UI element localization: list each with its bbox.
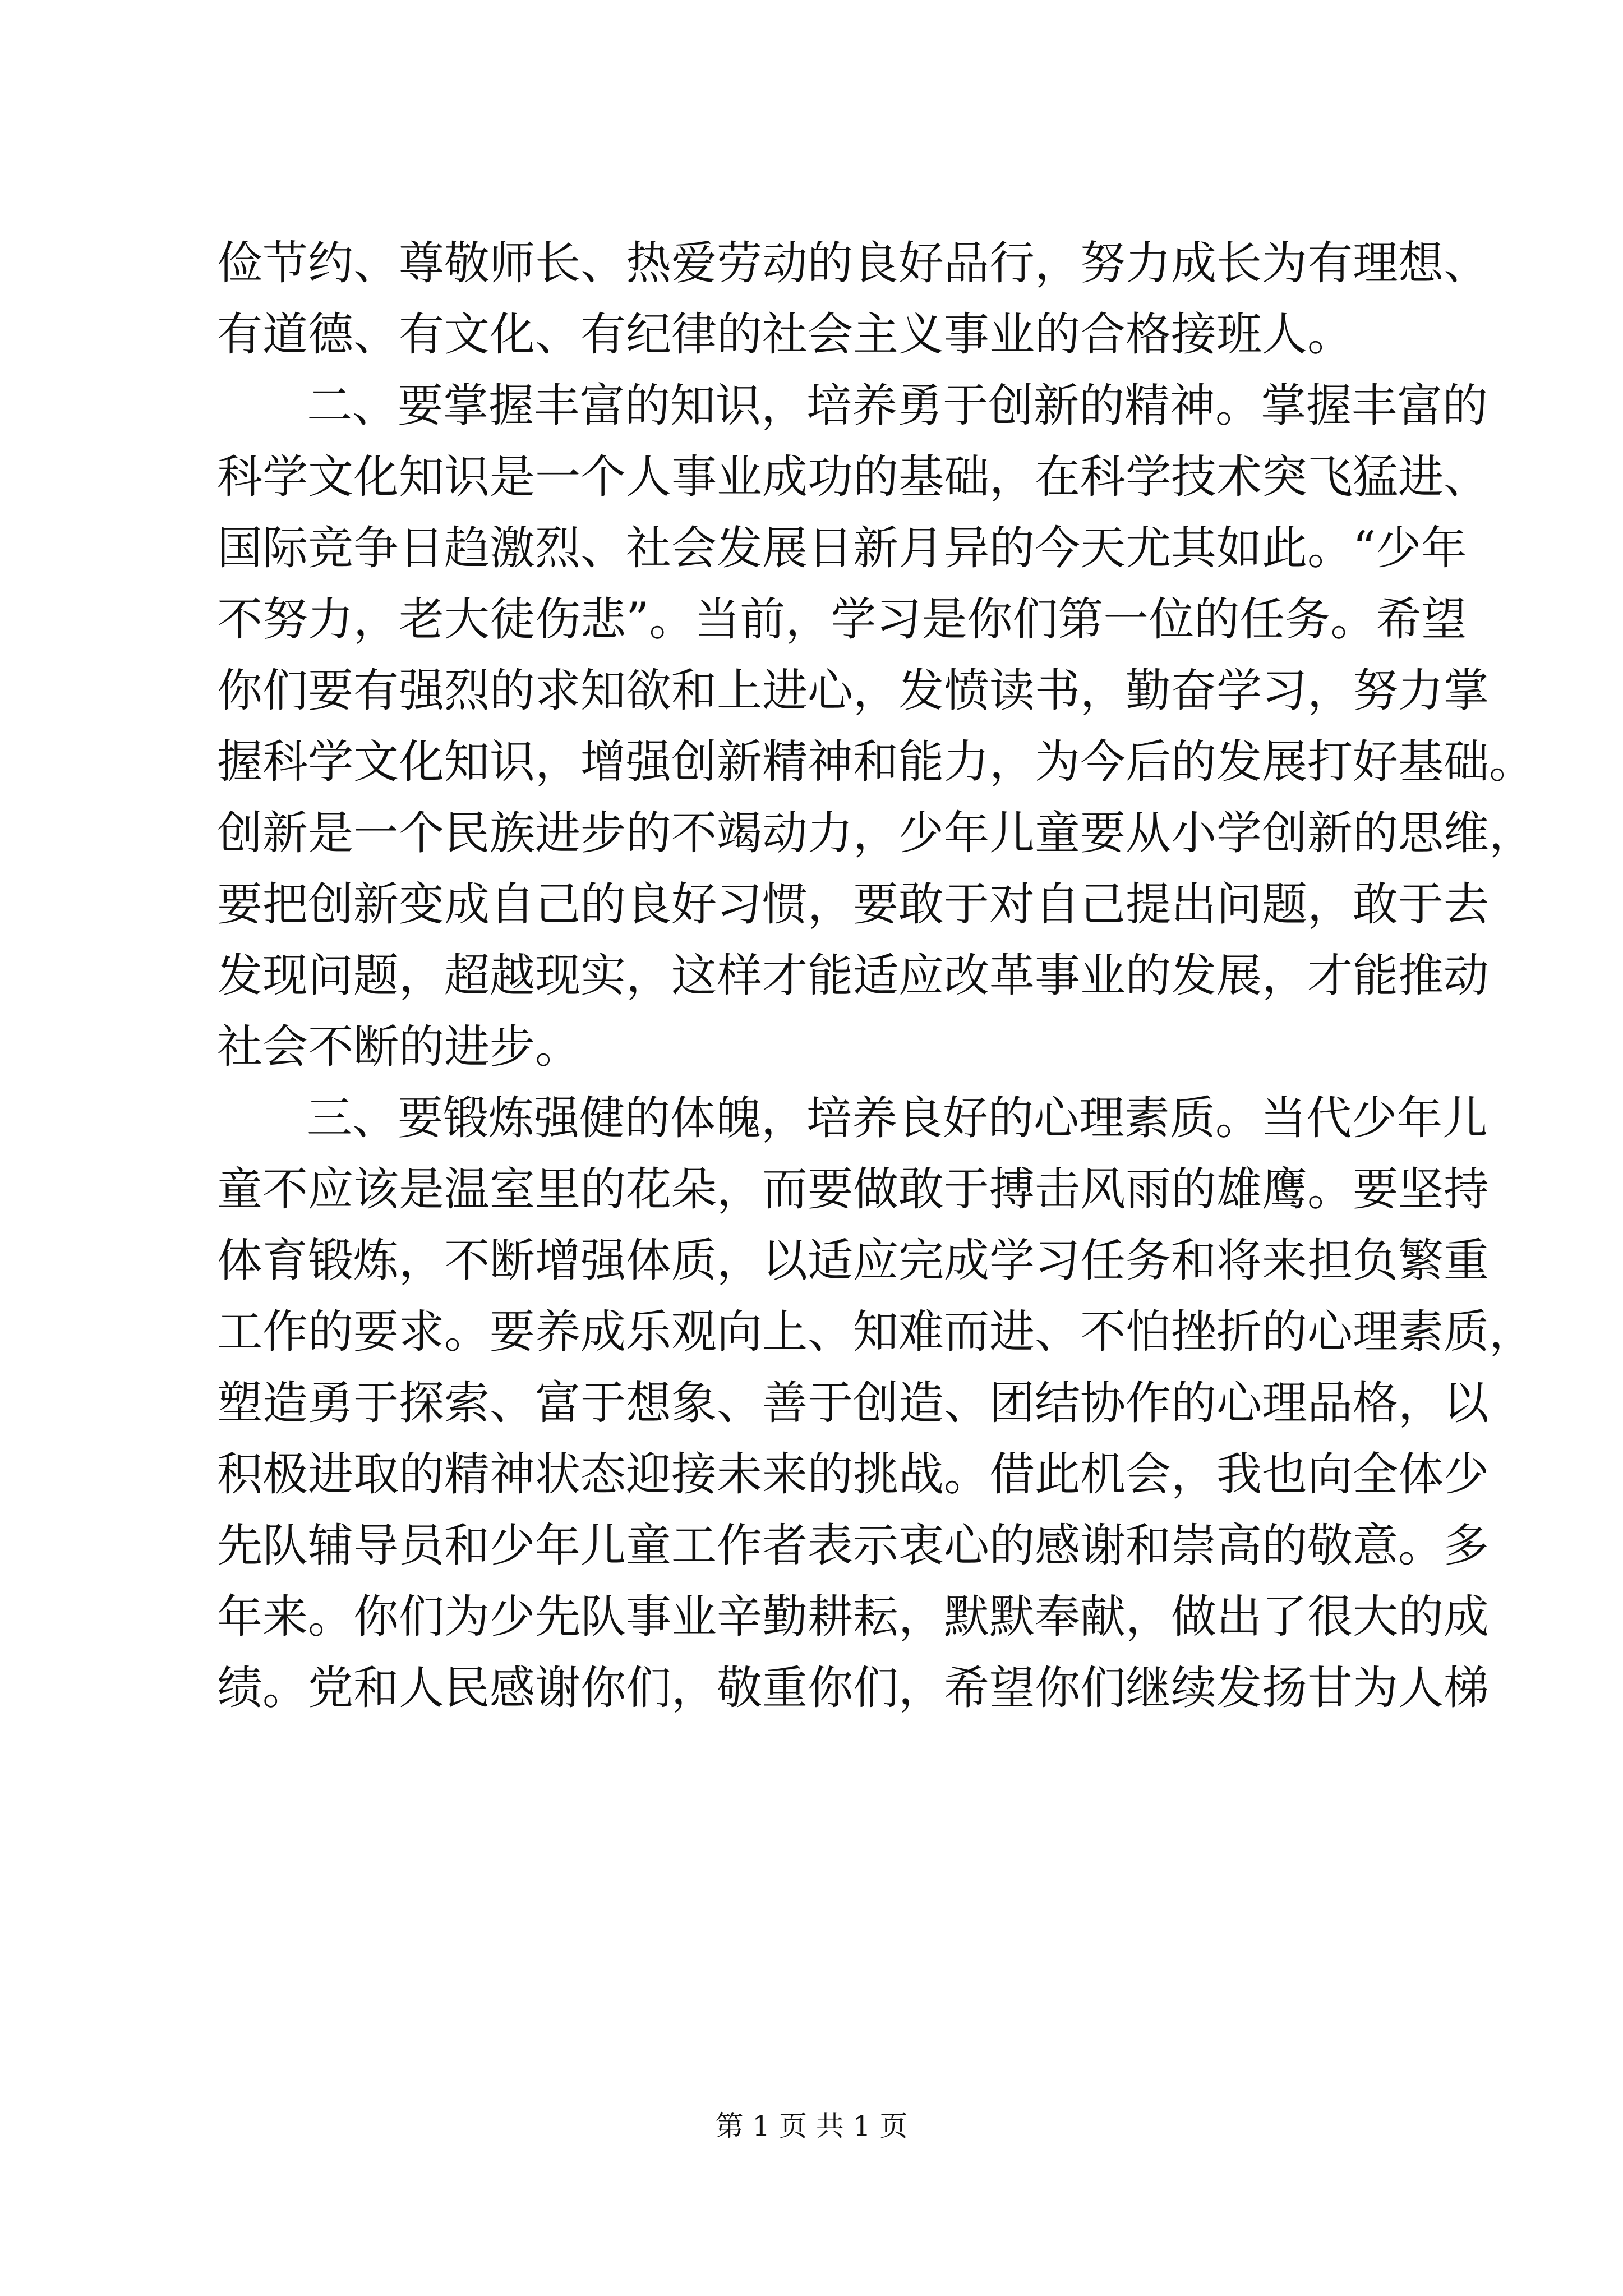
text-line: 不努力，老大徒伤悲”。当前，学习是你们第一位的任务。希望 — [217, 593, 1467, 646]
text-line: 握科学文化知识，增强创新精神和能力，为今后的发展打好基础。 — [217, 736, 1535, 789]
text-line: 年来。你们为少先队事业辛勤耕耘，默默奉献，做出了很大的成 — [217, 1591, 1490, 1644]
text-line: 发现问题，超越现实，这样才能适应改革事业的发展，才能推动 — [217, 950, 1490, 1002]
text-line: 体育锻炼，不断增强体质，以适应完成学习任务和将来担负繁重 — [217, 1235, 1490, 1287]
text-line: 童不应该是温室里的花朵，而要做敢于搏击风雨的雄鹰。要坚持 — [217, 1163, 1490, 1216]
text-line: 有道德、有文化、有纪律的社会主义事业的合格接班人。 — [217, 309, 1353, 361]
text-line: 科学文化知识是一个人事业成功的基础，在科学技术突飞猛进、 — [217, 451, 1490, 504]
page-number-footer: 第 1 页 共 1 页 — [715, 2110, 908, 2142]
text-line: 俭节约、尊敬师长、热爱劳动的良好品行，努力成长为有理想、 — [217, 237, 1490, 290]
text-line: 积极进取的精神状态迎接未来的挑战。借此机会，我也向全体少 — [217, 1448, 1490, 1501]
text-line: 国际竞争日趋激烈、社会发展日新月异的今天尤其如此。“少年 — [217, 522, 1467, 575]
paragraph-heading-line: 三、要锻炼强健的体魄，培养良好的心理素质。当代少年儿 — [307, 1092, 1488, 1145]
text-line: 塑造勇于探索、富于想象、善于创造、团结协作的心理品格，以 — [217, 1377, 1490, 1430]
text-line: 先队辅导员和少年儿童工作者表示衷心的感谢和崇高的敬意。多 — [217, 1520, 1490, 1572]
paragraph-heading-line: 二、要掌握丰富的知识，培养勇于创新的精神。掌握丰富的 — [307, 380, 1488, 432]
text-line: 绩。党和人民感谢你们，敬重你们，希望你们继续发扬甘为人梯 — [217, 1662, 1490, 1715]
text-line: 创新是一个民族进步的不竭动力，少年儿童要从小学创新的思维， — [217, 807, 1535, 860]
text-line: 工作的要求。要养成乐观向上、知难而进、不怕挫折的心理素质， — [217, 1306, 1535, 1359]
text-line: 你们要有强烈的求知欲和上进心，发愤读书，勤奋学习，努力掌 — [217, 665, 1490, 717]
text-line: 要把创新变成自己的良好习惯，要敢于对自己提出问题，敢于去 — [217, 878, 1490, 931]
text-line: 社会不断的进步。 — [217, 1021, 581, 1074]
